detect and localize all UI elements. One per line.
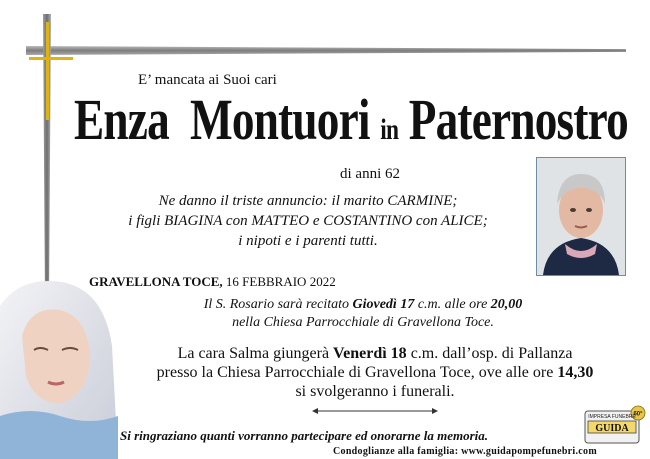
footer-text: Condoglianze alla famiglia: www.guidapompefunebri.com (333, 446, 597, 457)
portrait-photo (536, 157, 626, 276)
rosary-line-2: nella Chiesa Parrocchiale di Gravellona Toce. (232, 315, 494, 330)
announcement-line: i figli BIAGINA con MATTEO e COSTANTINO con ALICE; (128, 213, 488, 229)
funeral-info (110, 344, 640, 401)
rosary-text: Il S. Rosario sarà recitato (203, 297, 353, 312)
name-married: Paternostro (408, 87, 628, 152)
place: GRAVELLONA TOCE, (89, 274, 223, 289)
rosary-info (148, 296, 578, 332)
rosary-line-1 (148, 296, 578, 314)
rosary-day: Giovedì 17 (352, 297, 415, 312)
age-text: di anni 62 (340, 166, 400, 182)
funeral-text: La cara Salma giungerà (177, 345, 334, 362)
funeral-text: c.m. dall’osp. di Pallanza (406, 345, 573, 362)
date: 16 FEBBRAIO 2022 (225, 274, 336, 289)
ornament-divider (312, 406, 438, 416)
intro-text: E’ mancata ai Suoi cari (138, 72, 277, 88)
name-surname: Montuori (189, 87, 370, 152)
funeral-day: Venerdì 18 (333, 345, 407, 362)
rosary-text: c.m. alle ore (414, 297, 491, 312)
name-first: Enza (74, 87, 169, 152)
announcement-line: Ne danno il triste annuncio: il marito CARMINE; (158, 193, 458, 209)
funeral-line-1 (110, 344, 640, 363)
funeral-text: presso la Chiesa Parrocchiale di Gravellona Toce, ove alle ore (156, 364, 558, 381)
name-full (74, 86, 628, 153)
thanks-text: Si ringraziano quanti vorranno partecipare ed onorarne la memoria. (120, 428, 489, 443)
announcement-line: i nipoti e i parenti tutti. (238, 233, 378, 249)
madonna-image (0, 276, 118, 459)
logo-badge-text: 60° (633, 411, 643, 418)
frame-top-bar (26, 46, 626, 55)
logo-top-text: IMPRESA FUNEBRE (588, 414, 636, 420)
name-connector: in (380, 113, 399, 146)
cross-icon-vertical (46, 22, 49, 120)
funeral-line-3: si svolgeranno i funerali. (295, 383, 455, 400)
funeral-line-2 (110, 363, 640, 382)
funeral-home-logo (584, 405, 646, 445)
rosary-time: 20,00 (490, 297, 523, 312)
deceased-name (74, 86, 634, 153)
cross-icon-horizontal (29, 57, 73, 60)
place-date (89, 274, 336, 290)
logo-main-text: GUIDA (595, 423, 629, 434)
funeral-time: 14,30 (557, 364, 594, 381)
announcement (98, 191, 518, 251)
